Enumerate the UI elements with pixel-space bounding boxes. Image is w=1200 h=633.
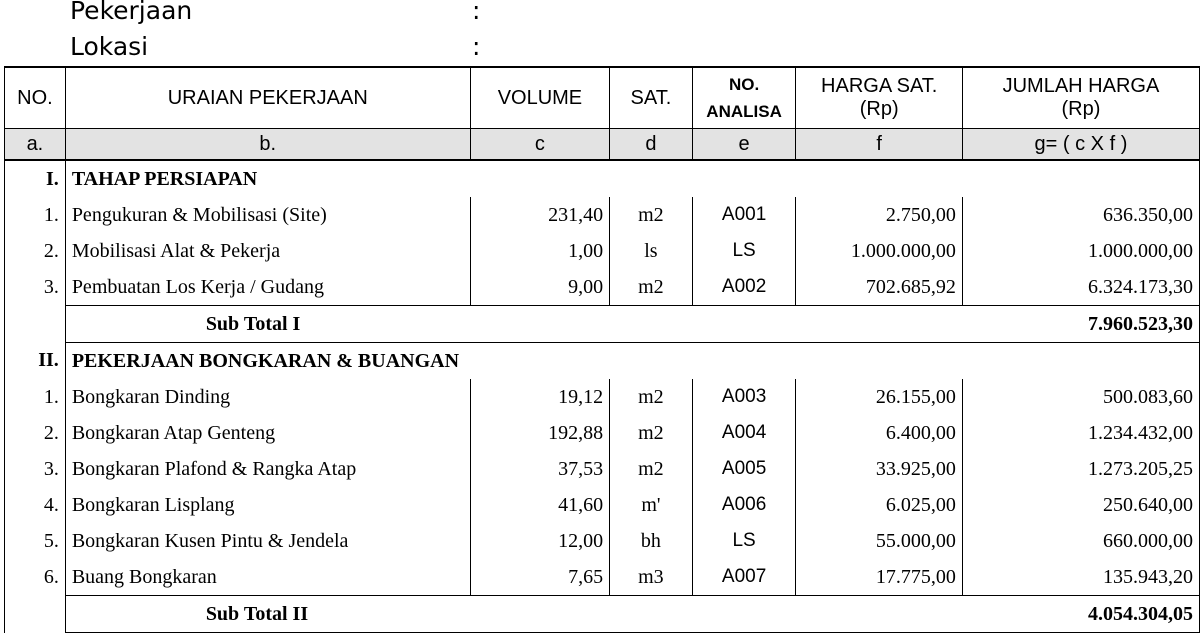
item-uraian: Bongkaran Dinding: [65, 379, 470, 415]
col-analisa-line1: NO.: [728, 75, 760, 94]
item-sat: m2: [610, 197, 693, 233]
item-sat: m3: [610, 559, 693, 596]
item-analisa: LS: [692, 523, 796, 559]
col-harga: [796, 67, 962, 129]
col-analisa: [692, 67, 796, 129]
section-title: PEKERJAAN BONGKARAN & BUANGAN: [65, 343, 470, 380]
col-jumlah-line2: (Rp): [1061, 98, 1101, 120]
item-volume: 9,00: [470, 269, 609, 306]
letter-g: g= ( c X f ): [962, 129, 1199, 161]
item-harga: 33.925,00: [796, 451, 962, 487]
item-sat: m': [610, 487, 693, 523]
col-harga-line2: (Rp): [859, 98, 899, 120]
item-analisa: A005: [692, 451, 796, 487]
section-title: TAHAP PERSIAPAN: [65, 160, 470, 197]
item-analisa: A002: [692, 269, 796, 306]
table-row: [5, 523, 1200, 559]
item-sat: ls: [610, 233, 693, 269]
item-uraian: Pengukuran & Mobilisasi (Site): [65, 197, 470, 233]
empty-cell: [692, 596, 796, 633]
item-uraian: Buang Bongkaran: [65, 559, 470, 596]
col-volume: VOLUME: [470, 67, 609, 129]
item-harga: 702.685,92: [796, 269, 962, 306]
item-number: 3.: [5, 269, 66, 306]
letter-a: a.: [5, 129, 66, 161]
item-harga: 6.025,00: [796, 487, 962, 523]
column-header-row: [5, 67, 1200, 129]
item-jumlah: 636.350,00: [962, 197, 1199, 233]
empty-cell: [796, 306, 962, 343]
item-sat: m2: [610, 451, 693, 487]
subtotal-value: 7.960.523,30: [962, 306, 1199, 343]
subtotal-label: Sub Total I: [65, 306, 470, 343]
item-sat: m2: [610, 415, 693, 451]
item-number: 2.: [5, 233, 66, 269]
subtotal-value: 4.054.304,05: [962, 596, 1199, 633]
item-uraian: Bongkaran Lisplang: [65, 487, 470, 523]
item-number: 1.: [5, 379, 66, 415]
empty-cell: [796, 596, 962, 633]
col-sat: SAT.: [610, 67, 693, 129]
letter-e: e: [692, 129, 796, 161]
item-sat: m2: [610, 379, 693, 415]
empty-cell: [692, 343, 796, 380]
subtotal-label: Sub Total II: [65, 596, 470, 633]
empty-cell: [610, 160, 693, 197]
item-jumlah: 500.083,60: [962, 379, 1199, 415]
item-number: 2.: [5, 415, 66, 451]
subtotal-row: [5, 306, 1200, 343]
item-jumlah: 1.000.000,00: [962, 233, 1199, 269]
item-uraian: Bongkaran Plafond & Rangka Atap: [65, 451, 470, 487]
item-analisa: A007: [692, 559, 796, 596]
lokasi-label: Lokasi: [70, 32, 149, 61]
item-sat: m2: [610, 269, 693, 306]
item-jumlah: 1.273.205,25: [962, 451, 1199, 487]
column-letter-row: [5, 129, 1200, 161]
section-header-row: [5, 160, 1200, 197]
empty-cell: [470, 343, 609, 380]
pekerjaan-label: Pekerjaan: [70, 0, 193, 25]
pekerjaan-colon: :: [472, 0, 481, 25]
empty-cell: [5, 306, 66, 343]
item-uraian: Pembuatan Los Kerja / Gudang: [65, 269, 470, 306]
item-uraian: Bongkaran Kusen Pintu & Jendela: [65, 523, 470, 559]
item-jumlah: 6.324.173,30: [962, 269, 1199, 306]
letter-f: f: [796, 129, 962, 161]
item-analisa: LS: [692, 233, 796, 269]
col-uraian: URAIAN PEKERJAAN: [65, 67, 470, 129]
table-row: [5, 487, 1200, 523]
table-row: [5, 233, 1200, 269]
item-number: 5.: [5, 523, 66, 559]
item-jumlah: 250.640,00: [962, 487, 1199, 523]
empty-cell: [796, 160, 962, 197]
lokasi-colon: :: [472, 32, 481, 61]
item-volume: 231,40: [470, 197, 609, 233]
item-sat: bh: [610, 523, 693, 559]
item-volume: 12,00: [470, 523, 609, 559]
item-harga: 55.000,00: [796, 523, 962, 559]
item-number: 6.: [5, 559, 66, 596]
table-row: [5, 269, 1200, 306]
empty-cell: [796, 343, 962, 380]
item-volume: 1,00: [470, 233, 609, 269]
item-jumlah: 660.000,00: [962, 523, 1199, 559]
table-row: [5, 415, 1200, 451]
col-no: NO.: [5, 67, 66, 129]
table-row: [5, 379, 1200, 415]
empty-cell: [610, 306, 693, 343]
item-harga: 17.775,00: [796, 559, 962, 596]
item-analisa: A001: [692, 197, 796, 233]
letter-d: d: [610, 129, 693, 161]
empty-cell: [470, 160, 609, 197]
item-jumlah: 1.234.432,00: [962, 415, 1199, 451]
item-analisa: A006: [692, 487, 796, 523]
item-volume: 37,53: [470, 451, 609, 487]
section-header-row: [5, 343, 1200, 380]
table-row: [5, 451, 1200, 487]
empty-cell: [610, 343, 693, 380]
item-harga: 6.400,00: [796, 415, 962, 451]
item-harga: 2.750,00: [796, 197, 962, 233]
letter-b: b.: [65, 129, 470, 161]
item-uraian: Bongkaran Atap Genteng: [65, 415, 470, 451]
empty-cell: [470, 596, 609, 633]
subtotal-row: [5, 596, 1200, 633]
item-number: 4.: [5, 487, 66, 523]
item-number: 3.: [5, 451, 66, 487]
item-harga: 1.000.000,00: [796, 233, 962, 269]
empty-cell: [692, 306, 796, 343]
empty-cell: [692, 160, 796, 197]
item-analisa: A004: [692, 415, 796, 451]
empty-cell: [610, 596, 693, 633]
item-jumlah: 135.943,20: [962, 559, 1199, 596]
rab-table: [4, 66, 1200, 633]
empty-cell: [962, 160, 1199, 197]
table-row: [5, 559, 1200, 596]
item-volume: 19,12: [470, 379, 609, 415]
col-harga-line1: HARGA SAT.: [821, 75, 938, 97]
section-number: II.: [5, 343, 66, 380]
letter-c: c: [470, 129, 609, 161]
item-analisa: A003: [692, 379, 796, 415]
col-jumlah: [962, 67, 1199, 129]
item-volume: 7,65: [470, 559, 609, 596]
item-harga: 26.155,00: [796, 379, 962, 415]
col-jumlah-line1: JUMLAH HARGA: [1002, 75, 1160, 97]
empty-cell: [5, 596, 66, 633]
item-volume: 192,88: [470, 415, 609, 451]
empty-cell: [470, 306, 609, 343]
item-number: 1.: [5, 197, 66, 233]
empty-cell: [962, 343, 1199, 380]
item-volume: 41,60: [470, 487, 609, 523]
item-uraian: Mobilisasi Alat & Pekerja: [65, 233, 470, 269]
section-number: I.: [5, 160, 66, 197]
col-analisa-line2: ANALISA: [706, 102, 782, 121]
table-row: [5, 197, 1200, 233]
